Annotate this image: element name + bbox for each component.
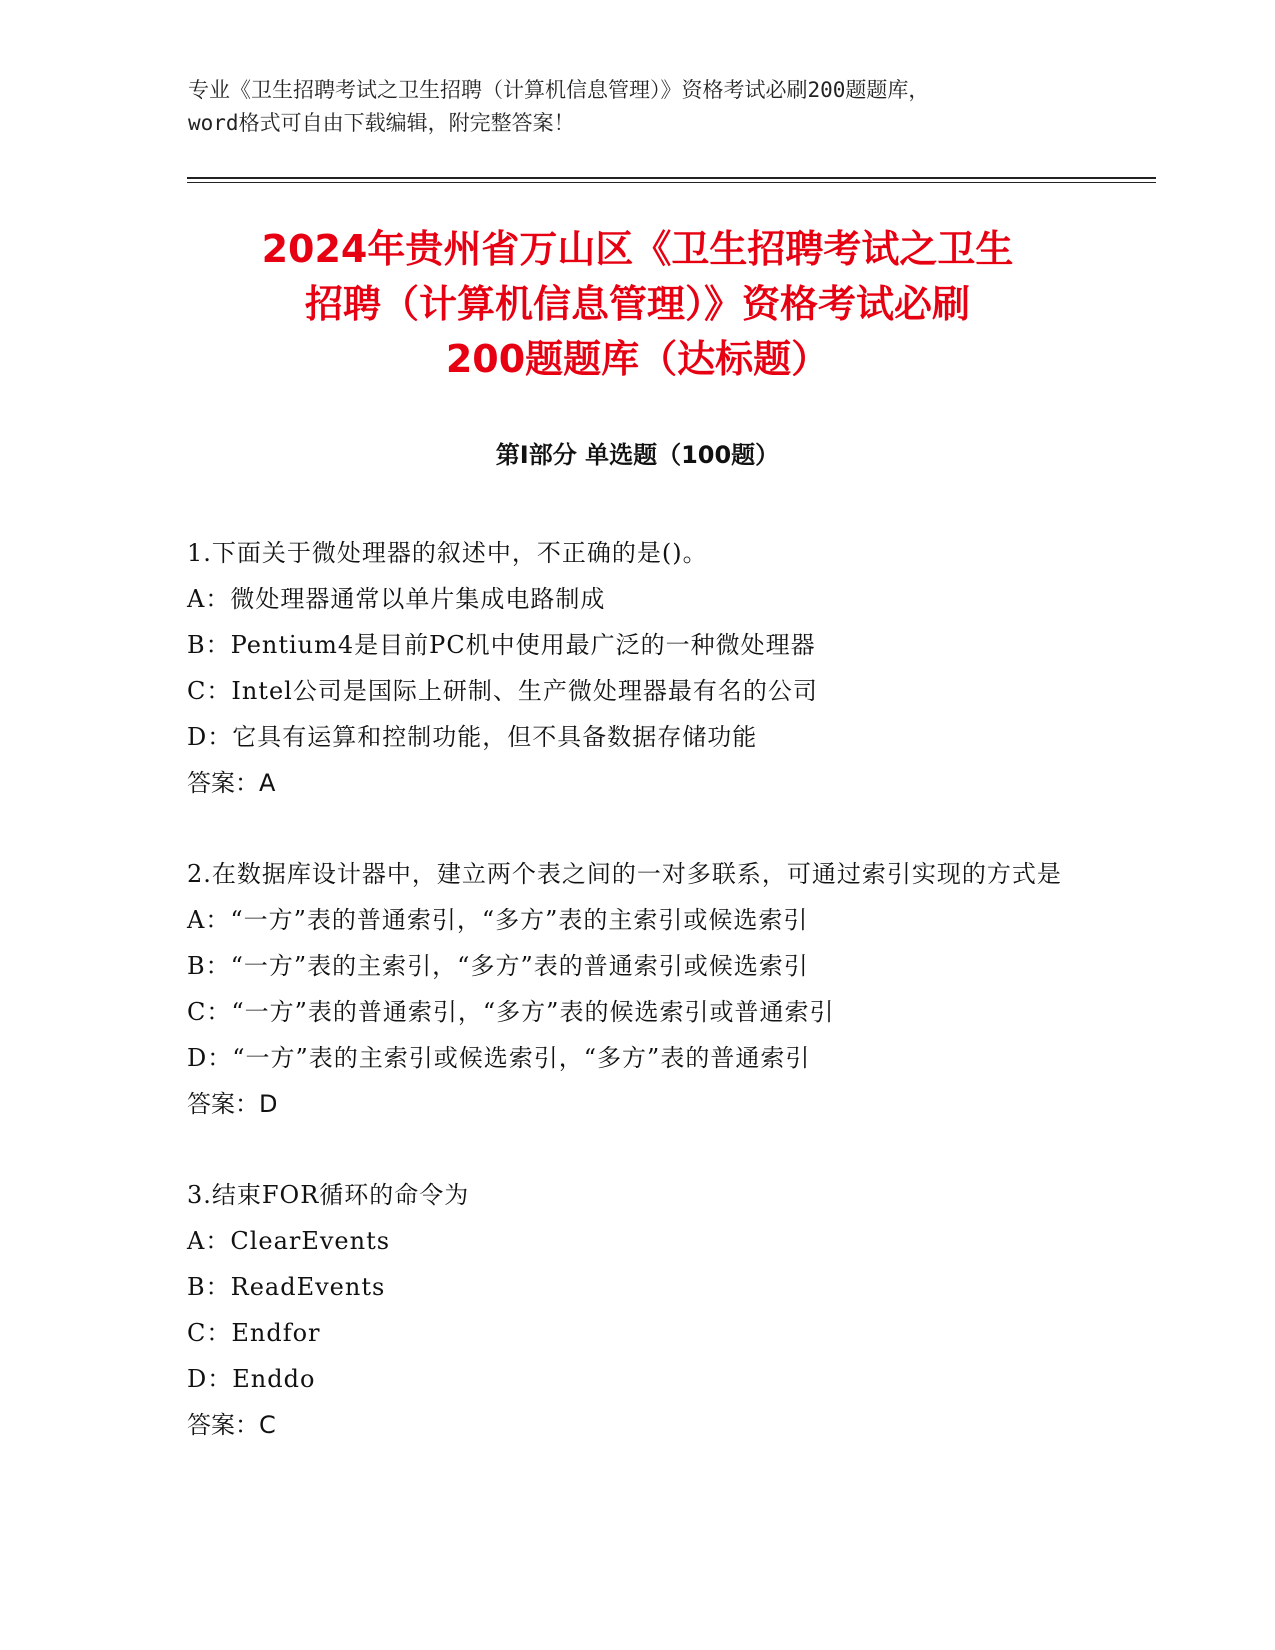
option-a: A：ClearEvents [187, 1227, 391, 1255]
question-3 [187, 1172, 1087, 1448]
option-c: C：“一方”表的普通索引，“多方”表的候选索引或普通索引 [187, 998, 835, 1026]
header-divider-thin [187, 182, 1156, 183]
option-d: D：“一方”表的主索引或候选索引，“多方”表的普通索引 [187, 1044, 811, 1072]
option-a: A：微处理器通常以单片集成电路制成 [187, 585, 606, 613]
answer: 答案：C [187, 1411, 276, 1439]
option-b: B：“一方”表的主索引，“多方”表的普通索引或候选索引 [187, 952, 809, 980]
answer: 答案：D [187, 1090, 278, 1118]
question-2 [187, 851, 1087, 1127]
question-list [187, 530, 1087, 1493]
option-c: C：Endfor [187, 1319, 321, 1347]
header-divider-thick [187, 177, 1156, 179]
section-title: 第Ⅰ部分 单选题（100题） [495, 441, 780, 469]
question-stem: 1.下面关于微处理器的叙述中，不正确的是()。 [187, 539, 708, 567]
document-title-line-1: 2024年贵州省万山区《卫生招聘考试之卫生 [261, 227, 1014, 271]
option-b: B：ReadEvents [187, 1273, 386, 1301]
option-c: C：Intel公司是国际上研制、生产微处理器最有名的公司 [187, 677, 818, 705]
option-d: D：Enddo [187, 1365, 316, 1393]
question-1 [187, 530, 1087, 806]
header-note-line-2: word格式可自由下载编辑，附完整答案！ [188, 111, 575, 135]
header-note [188, 74, 1088, 140]
document-title-line-3: 200题题库（达标题） [445, 337, 830, 381]
question-stem: 3.结束FOR循环的命令为 [187, 1181, 470, 1209]
header-note-line-1: 专业《卫生招聘考试之卫生招聘（计算机信息管理）》资格考试必刷200题题库， [188, 78, 930, 102]
document-title-line-2: 招聘（计算机信息管理）》资格考试必刷 [304, 282, 970, 326]
option-d: D：它具有运算和控制功能，但不具备数据存储功能 [187, 723, 758, 751]
document-title [160, 222, 1115, 387]
answer: 答案：A [187, 769, 276, 797]
question-stem: 2.在数据库设计器中，建立两个表之间的一对多联系，可通过索引实现的方式是 [187, 860, 1062, 888]
option-b: B：Pentium4是目前PC机中使用最广泛的一种微处理器 [187, 631, 816, 659]
option-a: A：“一方”表的普通索引，“多方”表的主索引或候选索引 [187, 906, 809, 934]
